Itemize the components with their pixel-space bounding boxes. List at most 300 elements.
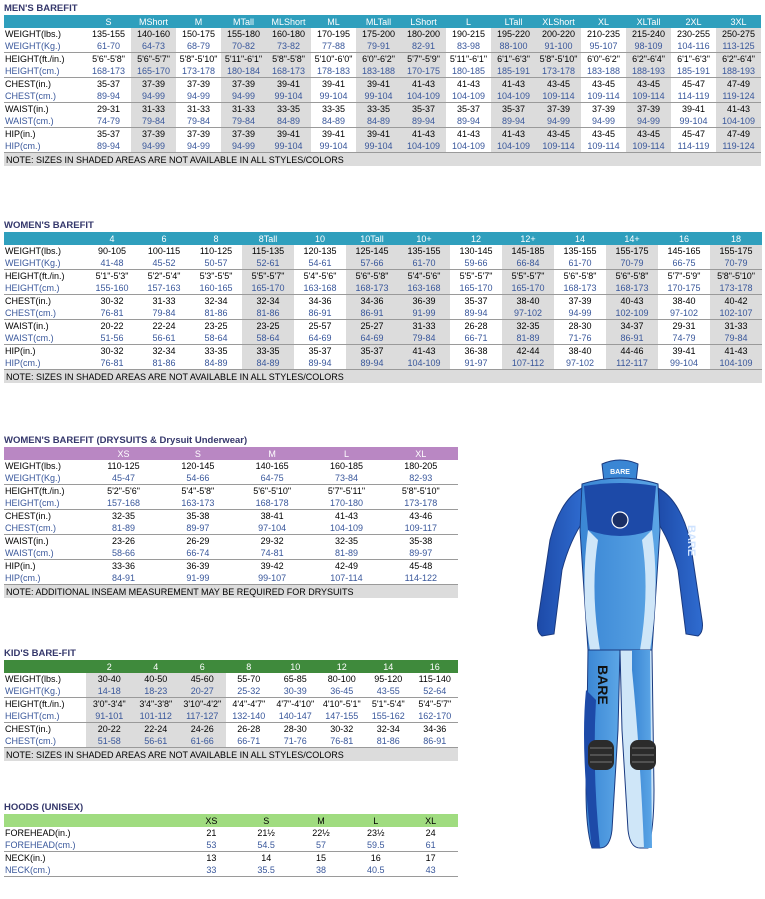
table-cell: 185-191 xyxy=(491,65,536,78)
table-cell: 89-97 xyxy=(384,547,458,560)
table-cell: 32-34 xyxy=(242,295,294,308)
table-cell: 163-173 xyxy=(161,497,235,510)
table-cell: 99-104 xyxy=(311,90,356,103)
table-cell: 84-89 xyxy=(190,357,242,370)
table-cell: 79-84 xyxy=(131,115,176,128)
table-cell: 155-162 xyxy=(365,710,412,723)
table-cell: 47-49 xyxy=(716,78,761,91)
table-cell: 76-81 xyxy=(86,307,138,320)
table-cell: 30-32 xyxy=(100,346,124,356)
table-note: NOTE: SIZES IN SHADED AREAS ARE NOT AVAILABLE IN ALL STYLES/COLORS xyxy=(4,153,761,167)
table-cell: 5'6"-5'8" xyxy=(92,54,125,64)
table-cell: 165-170 xyxy=(502,282,554,295)
table-cell: 35-37 xyxy=(96,129,121,139)
table-cell: 5'6"-5'8" xyxy=(346,270,398,283)
table-cell: 45-47 xyxy=(681,129,706,139)
row-label: HIP(cm.) xyxy=(4,357,86,370)
size-header: 2 xyxy=(86,660,133,673)
table-cell: 107-114 xyxy=(309,572,383,585)
table-cell: 41-43 xyxy=(456,129,481,139)
wetsuit-illustration xyxy=(520,450,720,865)
table-cell: 33-36 xyxy=(112,561,136,571)
table-cell: 89-94 xyxy=(294,357,346,370)
size-header: 14+ xyxy=(606,232,658,245)
mens-size-table xyxy=(4,15,761,166)
table-cell: 29-31 xyxy=(96,104,121,114)
table-cell: 3'0"-3'4" xyxy=(86,698,133,711)
row-label: CHEST(in.) xyxy=(5,79,52,89)
row-label: HEIGHT(cm.) xyxy=(4,282,86,295)
table-cell: 81-86 xyxy=(190,307,242,320)
table-cell: 5'7"-5'11" xyxy=(327,486,366,496)
table-row xyxy=(4,698,458,711)
table-cell: 61-66 xyxy=(179,735,226,748)
table-cell: 34-36 xyxy=(308,296,332,306)
table-cell: 43-45 xyxy=(536,128,581,141)
table-cell: 37-39 xyxy=(568,296,592,306)
kids-barefit-section xyxy=(4,648,458,761)
table-cell: 57 xyxy=(294,839,349,852)
table-row xyxy=(4,673,458,685)
table-cell: 35-37 xyxy=(464,296,488,306)
table-row xyxy=(4,710,458,723)
table-cell: 91-100 xyxy=(536,40,581,53)
table-cell: 178-183 xyxy=(311,65,356,78)
size-header: XS xyxy=(86,447,160,460)
table-cell: 39-41 xyxy=(356,128,401,141)
table-cell: 41-43 xyxy=(456,79,481,89)
row-label: WEIGHT(lbs.) xyxy=(5,674,61,684)
table-cell: 50-57 xyxy=(190,257,242,270)
table-cell: 20-22 xyxy=(100,321,124,331)
table-cell: 88-100 xyxy=(491,40,536,53)
table-cell: 89-94 xyxy=(401,115,446,128)
table-cell: 20-27 xyxy=(179,685,226,698)
table-cell: 35-37 xyxy=(491,103,536,116)
row-label: CHEST(in.) xyxy=(5,296,52,306)
table-cell: 89-94 xyxy=(446,115,491,128)
table-row xyxy=(4,128,761,141)
table-row xyxy=(4,65,761,78)
table-cell: 24-26 xyxy=(179,723,226,736)
table-cell: 37-39 xyxy=(131,78,176,91)
table-cell: 5'4"-5'7" xyxy=(418,699,452,709)
section-title: KID'S BARE-FIT xyxy=(4,648,76,659)
table-cell: 61 xyxy=(403,839,458,852)
table-cell: 64-75 xyxy=(235,472,309,485)
table-cell: 140-165 xyxy=(255,461,289,471)
table-cell: 43-45 xyxy=(591,79,616,89)
table-cell: 114-119 xyxy=(671,140,716,153)
size-header: XL xyxy=(403,814,458,827)
table-cell: 43-46 xyxy=(409,511,433,521)
table-cell: 98-109 xyxy=(626,40,671,53)
table-cell: 95-107 xyxy=(581,40,626,53)
size-header: MShort xyxy=(131,15,176,28)
row-label: NECK(in.) xyxy=(5,853,46,863)
table-cell: 35-37 xyxy=(456,104,481,114)
table-cell: 39-41 xyxy=(672,346,696,356)
table-cell: 26-28 xyxy=(464,321,488,331)
table-row xyxy=(4,547,458,560)
table-cell: 109-114 xyxy=(581,90,626,103)
table-cell: 5'8"-5'10" xyxy=(179,54,218,64)
table-cell: 21½ xyxy=(257,828,275,838)
table-cell: 30-32 xyxy=(330,724,354,734)
table-cell: 160-185 xyxy=(329,461,363,471)
table-cell: 71-76 xyxy=(554,332,606,345)
table-cell: 59-66 xyxy=(450,257,502,270)
size-header: MLShort xyxy=(266,15,311,28)
table-cell: 5'5"-5'7" xyxy=(502,270,554,283)
table-cell: 157-168 xyxy=(86,497,160,510)
table-cell: 145-165 xyxy=(667,246,701,256)
table-cell: 33-35 xyxy=(321,104,346,114)
table-cell: 5'1"-5'3" xyxy=(95,271,129,281)
table-cell: 28-30 xyxy=(283,724,307,734)
row-label: CHEST(cm.) xyxy=(4,90,86,103)
table-row xyxy=(4,357,762,370)
table-cell: 22½ xyxy=(312,828,330,838)
table-cell: 5'4"-5'6" xyxy=(303,271,337,281)
table-cell: 81-89 xyxy=(86,522,160,535)
table-cell: 89-94 xyxy=(491,115,536,128)
table-cell: 5'2"-5'4" xyxy=(147,271,181,281)
table-cell: 99-104 xyxy=(266,90,311,103)
table-cell: 71-76 xyxy=(272,735,319,748)
table-cell: 5'7"-5'9" xyxy=(401,53,446,66)
table-cell: 155-175 xyxy=(606,245,658,257)
table-cell: 100-115 xyxy=(147,246,181,256)
table-cell: 114-119 xyxy=(671,90,716,103)
table-cell: 89-94 xyxy=(450,307,502,320)
table-cell: 180-185 xyxy=(446,65,491,78)
table-cell: 91-101 xyxy=(86,710,133,723)
table-cell: 104-109 xyxy=(446,140,491,153)
size-header: 10Tall xyxy=(346,232,398,245)
table-cell: 31-33 xyxy=(710,320,762,333)
table-cell: 104-109 xyxy=(398,357,450,370)
table-cell: 35-37 xyxy=(401,103,446,116)
table-cell: 37-39 xyxy=(626,103,671,116)
table-cell: 52-61 xyxy=(242,257,294,270)
table-cell: 55-70 xyxy=(237,674,261,684)
table-cell: 25-27 xyxy=(346,320,398,333)
table-cell: 170-175 xyxy=(401,65,446,78)
table-cell: 94-99 xyxy=(221,140,266,153)
table-cell: 135-155 xyxy=(91,29,126,39)
size-header: 8 xyxy=(226,660,273,673)
table-cell: 41-43 xyxy=(398,345,450,358)
size-header: LShort xyxy=(401,15,446,28)
table-cell: 15 xyxy=(315,853,326,863)
row-label: HIP(cm.) xyxy=(4,572,86,585)
table-cell: 35-38 xyxy=(409,536,433,546)
table-cell: 5'3"-5'5" xyxy=(199,271,233,281)
table-cell: 89-94 xyxy=(86,90,131,103)
table-cell: 115-140 xyxy=(418,674,451,684)
table-cell: 109-114 xyxy=(581,140,626,153)
table-cell: 44-46 xyxy=(606,345,658,358)
table-cell: 5'8"-5'10" xyxy=(710,270,762,283)
note-row xyxy=(4,153,761,167)
table-cell: 6'2"-6'4" xyxy=(626,53,671,66)
table-cell: 99-104 xyxy=(356,90,401,103)
header-spacer xyxy=(4,660,86,673)
table-cell: 132-140 xyxy=(226,710,273,723)
table-cell: 81-86 xyxy=(242,307,294,320)
table-cell: 135-155 xyxy=(398,245,450,257)
table-cell: 14 xyxy=(261,853,272,863)
table-cell: 109-114 xyxy=(536,140,581,153)
table-cell: 42-44 xyxy=(502,345,554,358)
table-cell: 5'5"-5'7" xyxy=(242,270,294,283)
table-cell: 13 xyxy=(206,853,217,863)
row-label: FOREHEAD(cm.) xyxy=(4,839,184,852)
size-header: 16 xyxy=(658,232,710,245)
table-cell: 5'5"-5'7" xyxy=(459,271,493,281)
table-cell: 168-173 xyxy=(266,65,311,78)
header-row xyxy=(4,660,458,673)
table-cell: 56-61 xyxy=(133,735,180,748)
hoods-section xyxy=(4,802,458,877)
table-cell: 38-40 xyxy=(568,346,592,356)
table-cell: 160-165 xyxy=(190,282,242,295)
size-header: MLTall xyxy=(356,15,401,28)
table-cell: 5'7"-5'9" xyxy=(667,271,701,281)
size-header: S xyxy=(161,447,235,460)
table-cell: 86-91 xyxy=(412,735,459,748)
table-cell: 59.5 xyxy=(348,839,403,852)
table-cell: 155-180 xyxy=(221,28,266,40)
section-title: WOMEN'S BAREFIT xyxy=(4,220,94,231)
size-header: MTall xyxy=(221,15,266,28)
table-cell: 200-220 xyxy=(536,28,581,40)
section-title: HOODS (UNISEX) xyxy=(4,802,84,813)
table-cell: 35-38 xyxy=(186,511,210,521)
table-cell: 16 xyxy=(370,853,381,863)
table-cell: 80-100 xyxy=(327,674,356,684)
row-label: WAIST(cm.) xyxy=(4,332,86,345)
table-cell: 84-89 xyxy=(266,115,311,128)
row-label: CHEST(cm.) xyxy=(4,307,86,320)
table-cell: 104-109 xyxy=(710,357,762,370)
table-cell: 84-89 xyxy=(356,115,401,128)
table-cell: 135-155 xyxy=(563,246,597,256)
table-cell: 23-25 xyxy=(204,321,228,331)
table-cell: 86-91 xyxy=(606,332,658,345)
table-cell: 5'4"-5'8" xyxy=(181,486,215,496)
table-cell: 23-26 xyxy=(112,536,136,546)
row-label: WEIGHT(Kg.) xyxy=(4,40,86,53)
size-header: 8Tall xyxy=(242,232,294,245)
table-row xyxy=(4,78,761,91)
table-cell: 91-97 xyxy=(450,357,502,370)
size-header: ML xyxy=(311,15,356,28)
table-row xyxy=(4,115,761,128)
table-cell: 5'8"-5'10" xyxy=(536,53,581,66)
row-label: WEIGHT(lbs.) xyxy=(5,461,61,471)
table-cell: 22-24 xyxy=(152,321,176,331)
table-cell: 109-117 xyxy=(384,522,458,535)
table-row xyxy=(4,497,458,510)
table-cell: 5'6"-5'10" xyxy=(253,486,292,496)
table-cell: 168-173 xyxy=(606,282,658,295)
table-cell: 104-109 xyxy=(491,90,536,103)
table-cell: 33-35 xyxy=(266,103,311,116)
table-cell: 35-37 xyxy=(96,79,121,89)
table-cell: 79-84 xyxy=(221,115,266,128)
table-cell: 36-39 xyxy=(186,561,210,571)
size-header: M xyxy=(176,15,221,28)
table-cell: 29-31 xyxy=(672,321,696,331)
table-cell: 112-117 xyxy=(606,357,658,370)
size-header: 4 xyxy=(133,660,180,673)
table-cell: 39-41 xyxy=(266,128,311,141)
table-cell: 188-193 xyxy=(716,65,761,78)
table-cell: 64-69 xyxy=(294,332,346,345)
table-cell: 195-220 xyxy=(491,28,536,40)
table-cell: 65-85 xyxy=(283,674,307,684)
table-cell: 38 xyxy=(294,864,349,877)
size-header: XLShort xyxy=(536,15,581,28)
table-cell: 14-18 xyxy=(86,685,133,698)
table-cell: 168-173 xyxy=(346,282,398,295)
table-cell: 81-86 xyxy=(138,357,190,370)
header-row xyxy=(4,232,762,245)
table-cell: 26-28 xyxy=(237,724,261,734)
table-row xyxy=(4,723,458,736)
table-cell: 39-41 xyxy=(266,78,311,91)
table-cell: 163-168 xyxy=(398,282,450,295)
table-cell: 37-39 xyxy=(186,129,211,139)
table-cell: 38-41 xyxy=(260,511,284,521)
row-label: WEIGHT(Kg.) xyxy=(4,685,86,698)
size-header: 14 xyxy=(554,232,606,245)
row-label: CHEST(cm.) xyxy=(4,735,86,748)
table-cell: 250-275 xyxy=(716,28,761,40)
table-cell: 5'8"-5'10" xyxy=(401,486,440,496)
table-row xyxy=(4,572,458,585)
row-label: WEIGHT(Kg.) xyxy=(4,472,86,485)
table-cell: 30-40 xyxy=(86,673,133,685)
row-label: WAIST(cm.) xyxy=(4,115,86,128)
size-header: 4 xyxy=(86,232,138,245)
table-cell: 5'4"-5'6" xyxy=(398,270,450,283)
table-cell: 45-48 xyxy=(409,561,433,571)
table-cell: 32-35 xyxy=(112,511,136,521)
table-cell: 113-125 xyxy=(716,40,761,53)
table-cell: 104-109 xyxy=(401,140,446,153)
table-row xyxy=(4,245,762,257)
table-cell: 114-122 xyxy=(384,572,458,585)
size-header: M xyxy=(294,814,349,827)
header-spacer xyxy=(4,447,86,460)
table-row xyxy=(4,827,458,839)
header-row xyxy=(4,814,458,827)
drysuit-size-table xyxy=(4,447,458,598)
table-cell: 47-49 xyxy=(716,128,761,141)
table-cell: 94-99 xyxy=(131,90,176,103)
table-note: NOTE: ADDITIONAL INSEAM MEASUREMENT MAY BE REQUIRED FOR DRYSUITS xyxy=(4,585,458,599)
table-cell: 99-104 xyxy=(266,140,311,153)
size-header: 10 xyxy=(294,232,346,245)
table-row xyxy=(4,53,761,66)
table-cell: 99-107 xyxy=(235,572,309,585)
row-label: HEIGHT(cm.) xyxy=(4,710,86,723)
table-cell: 175-200 xyxy=(356,28,401,40)
table-cell: 6'1"-6'3" xyxy=(491,53,536,66)
table-cell: 51-56 xyxy=(86,332,138,345)
table-cell: 73-82 xyxy=(266,40,311,53)
table-row xyxy=(4,560,458,573)
table-cell: 117-127 xyxy=(179,710,226,723)
table-cell: 168-178 xyxy=(235,497,309,510)
table-cell: 84-91 xyxy=(86,572,160,585)
table-cell: 79-84 xyxy=(138,307,190,320)
table-row xyxy=(4,40,761,53)
table-cell: 76-81 xyxy=(319,735,366,748)
table-cell: 79-84 xyxy=(710,332,762,345)
table-cell: 38-40 xyxy=(672,296,696,306)
table-row xyxy=(4,460,458,472)
table-cell: 40-43 xyxy=(606,295,658,308)
table-cell: 41-43 xyxy=(491,78,536,91)
table-cell: 104-109 xyxy=(716,115,761,128)
row-label: WAIST(in.) xyxy=(5,536,49,546)
table-cell: 33-35 xyxy=(204,346,228,356)
table-cell: 99-104 xyxy=(311,140,356,153)
size-header: XLTall xyxy=(626,15,671,28)
table-cell: 82-91 xyxy=(401,40,446,53)
size-header: 12 xyxy=(450,232,502,245)
table-cell: 162-170 xyxy=(412,710,459,723)
table-cell: 120-145 xyxy=(181,461,215,471)
table-cell: 170-175 xyxy=(658,282,710,295)
table-cell: 84-89 xyxy=(311,115,356,128)
table-cell: 4'4"-4'7" xyxy=(232,699,266,709)
table-cell: 91-99 xyxy=(398,307,450,320)
table-cell: 35-37 xyxy=(308,346,332,356)
table-cell: 61-70 xyxy=(86,40,131,53)
table-cell: 43-45 xyxy=(536,78,581,91)
table-cell: 173-178 xyxy=(384,497,458,510)
table-cell: 45-52 xyxy=(138,257,190,270)
row-label: HIP(in.) xyxy=(5,346,36,356)
row-label: CHEST(in.) xyxy=(5,724,52,734)
table-cell: 5'6"-5'7" xyxy=(131,53,176,66)
table-cell: 24 xyxy=(425,828,436,838)
table-cell: 173-178 xyxy=(176,65,221,78)
note-row xyxy=(4,585,458,599)
table-cell: 57-66 xyxy=(346,257,398,270)
table-row xyxy=(4,332,762,345)
table-cell: 77-88 xyxy=(311,40,356,53)
table-cell: 180-184 xyxy=(221,65,266,78)
size-header: L xyxy=(446,15,491,28)
table-cell: 43-55 xyxy=(365,685,412,698)
size-header: 3XL xyxy=(716,15,761,28)
table-row xyxy=(4,140,761,153)
table-cell: 70-82 xyxy=(221,40,266,53)
size-header: 14 xyxy=(365,660,412,673)
table-row xyxy=(4,103,761,116)
row-label: HEIGHT(ft./in.) xyxy=(5,699,65,709)
table-cell: 41-43 xyxy=(710,345,762,358)
table-cell: 58-64 xyxy=(242,332,294,345)
table-cell: 125-145 xyxy=(346,245,398,257)
table-cell: 115-135 xyxy=(242,245,294,257)
